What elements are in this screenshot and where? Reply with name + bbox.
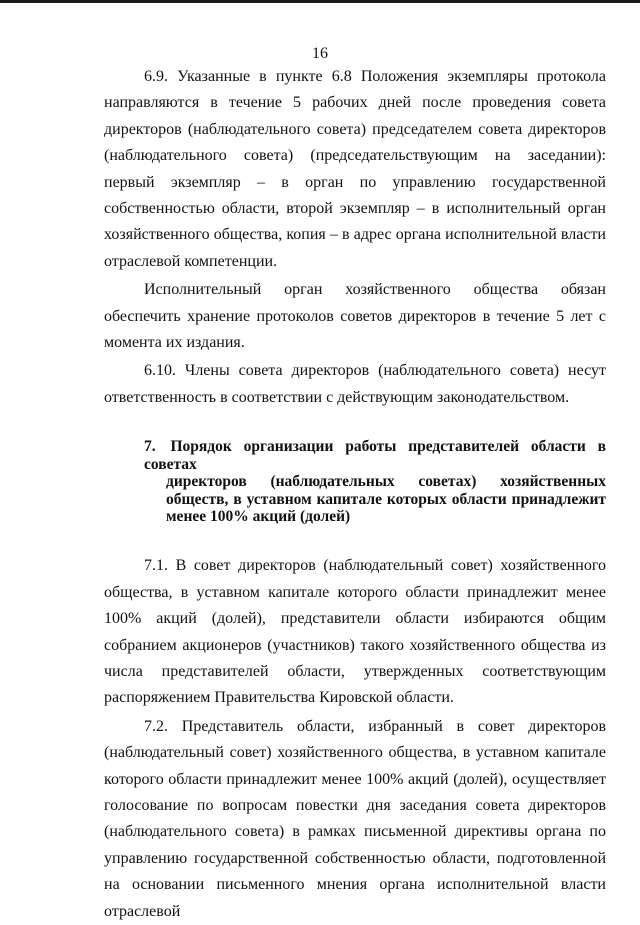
top-rule-line (0, 0, 640, 3)
paragraph-7-2: 7.2. Представитель области, избранный в совет директоров (наблюдательный совет) хозяйственного общества, в уставном капитале которого области принадлежит менее 100% акций (долей), осуществляет голосование по вопросам повестки дня заседания совета директоров (наблюдательного совета) в рамках письменной директивы органа по управлению государственной собственностью области, подготовленной на основании письменного мнения органа исполнительной власти отраслевой (104, 717, 606, 920)
paragraph-6-10: 6.10. Члены совета директоров (наблюдательного совета) несут ответственность в соответствии с действующим законодательством. (104, 362, 606, 406)
paragraph-executive-body: Исполнительный орган хозяйственного общества обязан обеспечить хранение протоколов советов директоров в течение 5 лет с момента их издания. (104, 281, 606, 352)
section-7-heading (104, 438, 606, 525)
document-body (104, 64, 606, 925)
section-number: 7. (144, 438, 156, 456)
page-number: 16 (312, 45, 328, 62)
paragraph-6-9: 6.9. Указанные в пункте 6.8 Положения экземпляры протокола направляются в течение 5 рабочих дней после проведения совета директоров (наблюдательного совета) председателем совета директоров (наблюдательного совета) (председательствующим на заседании): первый экземпляр – в орган по управлению государственной собственностью области, второй экземпляр – в исполнительный орган хозяйственного общества, копия – в адрес органа исполнительной власти отраслевой компетенции. (104, 68, 606, 270)
paragraph-7-1: 7.1. В совет директоров (наблюдательный совет) хозяйственного общества, в уставном капитале которого области принадлежит менее 100% акций (долей), представители области избираются общим собранием акционеров (участников) такого хозяйственного общества из числа представителей области, утвержденных соответствующим распоряжением Правительства Кировской области. (104, 557, 606, 707)
section-title-rest: директоров (наблюдательных советах) хозяйственных обществ, в уставном капитале которых области принадлежит менее 100% акций (долей) (166, 473, 606, 525)
section-title-first: Порядок организации работы представителей области в советах (144, 438, 606, 473)
